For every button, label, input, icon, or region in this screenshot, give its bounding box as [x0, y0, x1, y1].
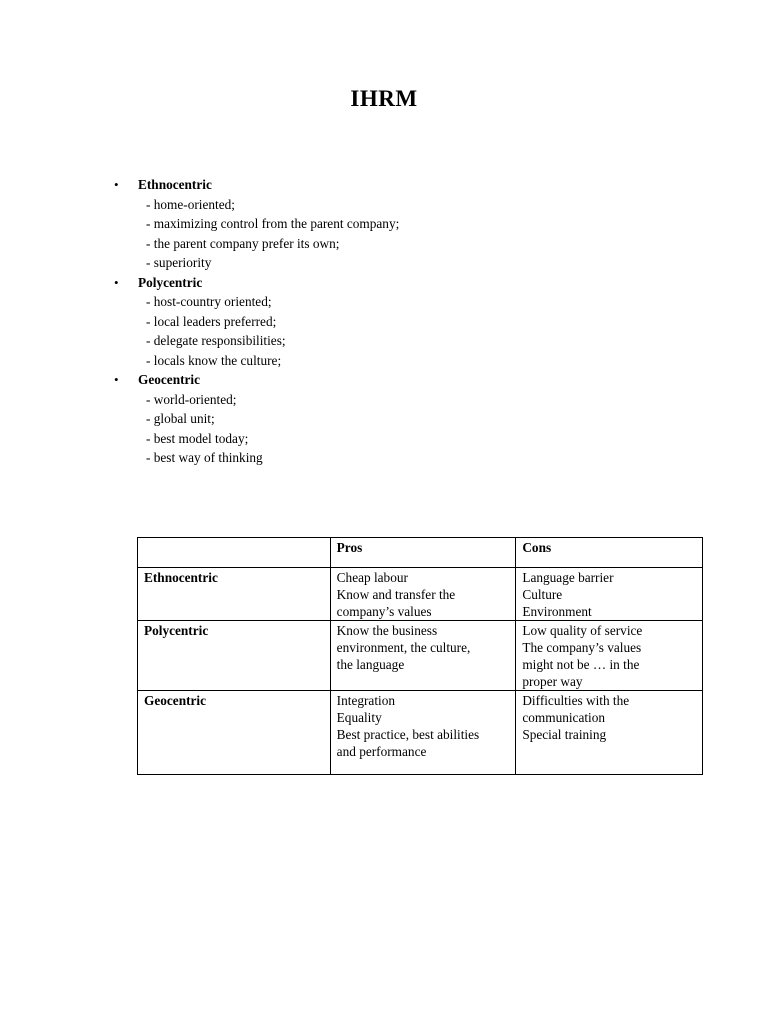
cons-cell: [516, 568, 703, 621]
approach-heading: Polycentric: [138, 274, 203, 290]
table-row: [138, 691, 703, 775]
cell-line: Know the business: [336, 623, 438, 638]
cell-line: Special training: [522, 727, 607, 742]
cell-line: Cheap labour: [336, 570, 408, 585]
table-header-cons: Cons: [516, 538, 703, 568]
cell-line: Equality: [336, 710, 382, 725]
table-header-empty: [138, 538, 331, 568]
cell-line: company’s values: [336, 604, 432, 619]
cell-line: Culture: [522, 587, 563, 602]
pros-cell: [330, 621, 516, 691]
approach-point: - superiority: [146, 255, 212, 270]
approach-point: - best model today;: [146, 430, 249, 446]
cell-line: Low quality of service: [522, 623, 643, 638]
cons-cell: [516, 691, 703, 775]
cell-line: Best practice, best abilities: [336, 727, 480, 742]
row-label: Ethnocentric: [138, 568, 331, 621]
approach-ethnocentric: [110, 175, 710, 273]
bullet-icon: •: [114, 274, 119, 290]
bullet-icon: •: [114, 372, 119, 387]
approach-point: - home-oriented;: [146, 196, 235, 212]
approach-point: - global unit;: [146, 411, 215, 426]
cell-line: Environment: [522, 604, 592, 619]
cell-line: Language barrier: [522, 570, 614, 585]
approach-heading: Ethnocentric: [138, 177, 212, 192]
approach-point: - locals know the culture;: [146, 352, 282, 368]
cell-line: proper way: [522, 674, 583, 689]
cell-line: environment, the culture,: [336, 640, 471, 655]
approach-point: - local leaders preferred;: [146, 313, 277, 329]
approach-geocentric: [110, 370, 710, 468]
table-row: [138, 621, 703, 691]
approach-point: - delegate responsibilities;: [146, 333, 286, 348]
table-row: [138, 568, 703, 621]
cell-line: Integration: [336, 693, 396, 708]
approach-heading: Geocentric: [138, 372, 201, 387]
cons-cell: [516, 621, 703, 691]
row-label: Geocentric: [138, 691, 331, 775]
approach-point: - world-oriented;: [146, 391, 237, 407]
approaches-list: [110, 175, 710, 468]
pros-cell: [330, 568, 516, 621]
approach-point: - the parent company prefer its own;: [146, 235, 340, 251]
cell-line: The company’s values: [522, 640, 642, 655]
cell-line: Know and transfer the: [336, 587, 456, 602]
approach-point: - host-country oriented;: [146, 294, 272, 309]
cell-line: the language: [336, 657, 405, 672]
approach-point: - maximizing control from the parent company;: [146, 216, 400, 231]
pros-cell: [330, 691, 516, 775]
approach-polycentric: [110, 273, 710, 371]
cell-line: and performance: [336, 744, 427, 759]
cell-line: might not be … in the: [522, 657, 640, 672]
table-header-row: [138, 538, 703, 568]
table-header-pros: Pros: [330, 538, 516, 568]
cell-line: Difficulties with the: [522, 693, 630, 708]
row-label: Polycentric: [138, 621, 331, 691]
document-title: IHRM: [350, 86, 418, 111]
pros-cons-table: [137, 537, 703, 775]
cell-line: communication: [522, 710, 606, 725]
bullet-icon: •: [114, 177, 119, 192]
approach-point: - best way of thinking: [146, 450, 263, 465]
